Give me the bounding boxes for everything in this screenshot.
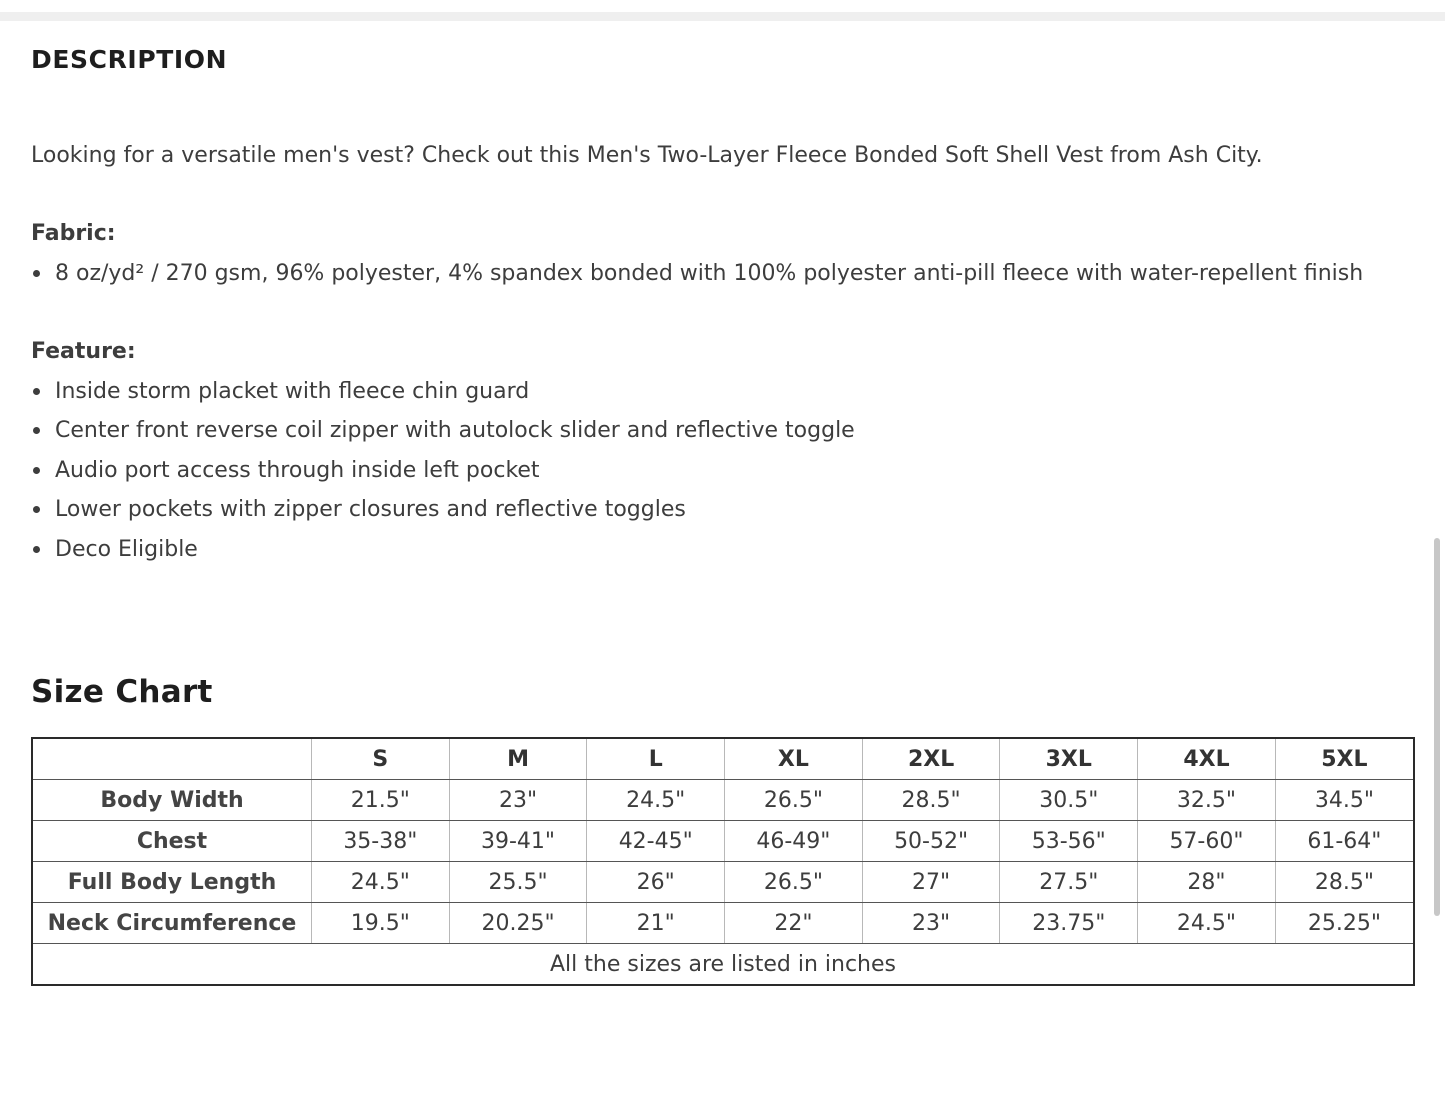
size-header: 3XL: [1000, 738, 1138, 780]
table-cell: 19.5": [312, 903, 450, 944]
list-item: Lower pockets with zipper closures and reflective toggles: [31, 490, 1421, 530]
vertical-scrollbar[interactable]: [1434, 538, 1440, 916]
table-cell: 53-56": [1000, 821, 1138, 862]
table-cell: 25.5": [449, 862, 587, 903]
table-row: [32, 862, 1414, 903]
list-item: Deco Eligible: [31, 530, 1421, 570]
table-cell: 20.25": [449, 903, 587, 944]
size-chart-table: [31, 737, 1415, 986]
table-cell: 24.5": [1138, 903, 1276, 944]
row-label: Chest: [32, 821, 312, 862]
table-cell: 50-52": [862, 821, 1000, 862]
feature-label: Feature:: [31, 338, 136, 364]
table-cell: 21": [587, 903, 725, 944]
description-intro: Looking for a versatile men's vest? Check out this Men's Two-Layer Fleece Bonded Soft Shell Vest from Ash City.: [31, 143, 1263, 168]
size-header: 5XL: [1275, 738, 1414, 780]
fabric-label: Fabric:: [31, 221, 116, 246]
size-header: L: [587, 738, 725, 780]
feature-list: [31, 372, 1421, 570]
size-header: XL: [725, 738, 863, 780]
table-cell: 24.5": [312, 862, 450, 903]
table-cell: 39-41": [449, 821, 587, 862]
fabric-list: [31, 254, 1421, 294]
table-cell: 23": [449, 780, 587, 821]
table-cell: 23.75": [1000, 903, 1138, 944]
list-item: Center front reverse coil zipper with autolock slider and reflective toggle: [31, 411, 1421, 451]
table-cell: 27": [862, 862, 1000, 903]
table-row: [32, 903, 1414, 944]
table-cell: 22": [725, 903, 863, 944]
table-cell: 28.5": [862, 780, 1000, 821]
list-item: 8 oz/yd² / 270 gsm, 96% polyester, 4% spandex bonded with 100% polyester anti-pill fleece with water-repellent finish: [31, 254, 1421, 294]
corner-cell: [32, 738, 312, 780]
table-cell: 46-49": [725, 821, 863, 862]
table-cell: 57-60": [1138, 821, 1276, 862]
table-cell: 23": [862, 903, 1000, 944]
table-row: [32, 780, 1414, 821]
list-item: Inside storm placket with fleece chin guard: [31, 372, 1421, 412]
table-cell: 26.5": [725, 862, 863, 903]
size-header: 4XL: [1138, 738, 1276, 780]
table-cell: 21.5": [312, 780, 450, 821]
row-label: Body Width: [32, 780, 312, 821]
list-item: Audio port access through inside left pocket: [31, 451, 1421, 491]
table-cell: 61-64": [1275, 821, 1414, 862]
table-row: [32, 821, 1414, 862]
table-cell: 42-45": [587, 821, 725, 862]
table-cell: 27.5": [1000, 862, 1138, 903]
table-cell: 30.5": [1000, 780, 1138, 821]
description-heading: DESCRIPTION: [31, 45, 228, 74]
table-cell: 26": [587, 862, 725, 903]
size-header: M: [449, 738, 587, 780]
table-cell: 25.25": [1275, 903, 1414, 944]
table-cell: 24.5": [587, 780, 725, 821]
size-header: S: [312, 738, 450, 780]
row-label: Full Body Length: [32, 862, 312, 903]
description-section: [31, 40, 1421, 569]
table-cell: 35-38": [312, 821, 450, 862]
table-cell: 34.5": [1275, 780, 1414, 821]
table-footer-row: [32, 944, 1414, 986]
top-divider: [0, 12, 1445, 21]
table-cell: 28.5": [1275, 862, 1414, 903]
size-chart-footnote: All the sizes are listed in inches: [32, 944, 1414, 986]
table-cell: 32.5": [1138, 780, 1276, 821]
size-chart-title: Size Chart: [31, 674, 213, 710]
table-cell: 28": [1138, 862, 1276, 903]
table-cell: 26.5": [725, 780, 863, 821]
table-header-row: [32, 738, 1414, 780]
size-header: 2XL: [862, 738, 1000, 780]
row-label: Neck Circumference: [32, 903, 312, 944]
